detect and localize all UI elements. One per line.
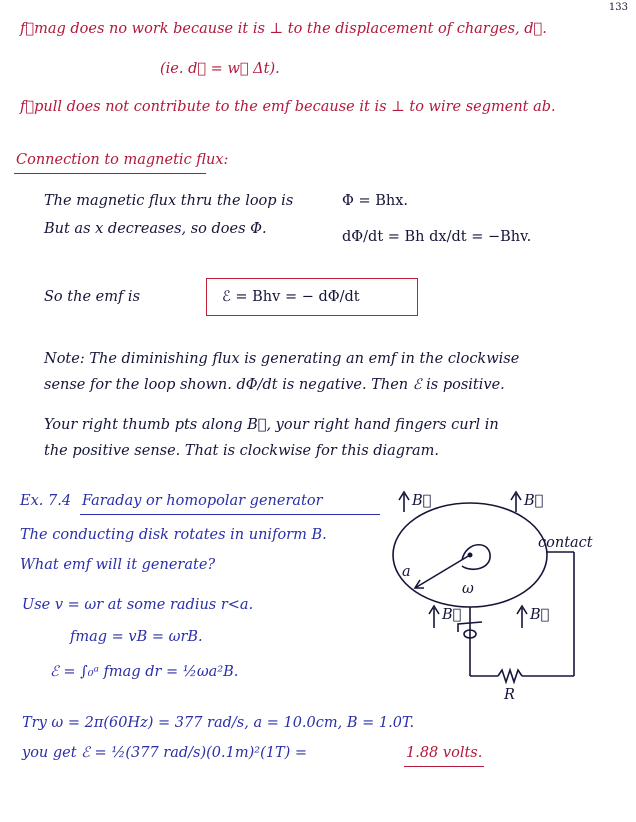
intro-line-3: f⃗pull does not contribute to the emf because it is ⊥ to wire segment ab. <box>20 99 556 115</box>
derivative-equation: dΦ/dt = Bh dx/dt = −Bhv. <box>342 229 532 245</box>
resistor-label: R <box>504 687 515 703</box>
omega-label: ω <box>462 581 474 597</box>
b-label-4: B⃗ <box>530 607 550 623</box>
try-line: Try ω = 2π(60Hz) = 377 rad/s, a = 10.0cm, B = 1.0T. <box>22 715 415 731</box>
intro-line-2: (ie. d⃗ = w⃗ Δt). <box>160 61 280 77</box>
note-line-3: Your right thumb pts along B⃗, your right hand fingers curl in <box>44 417 499 433</box>
b-label-2: B⃗ <box>524 493 544 509</box>
emf-text: So the emf is <box>44 289 141 305</box>
flux-text: The magnetic flux thru the loop is <box>44 193 294 209</box>
section-heading: Connection to magnetic flux: <box>16 152 229 168</box>
decrease-text: But as x decreases, so does Φ. <box>44 221 267 237</box>
result-prefix: you get ℰ = ½(377 rad/s)(0.1m)²(1T) = <box>22 745 308 761</box>
example-title-prefix: Ex. 7.4 <box>20 493 72 509</box>
contact-label: contact <box>538 535 593 551</box>
note-line-2: sense for the loop shown. dΦ/dt is negative. Then ℰ is positive. <box>44 377 505 393</box>
use-line: Use v = ωr at some radius r<a. <box>22 597 254 613</box>
note-line-1: Note: The diminishing flux is generating an emf in the clockwise <box>44 351 520 367</box>
emf-equation: ℰ = Bhv = − dΦ/dt <box>222 289 360 305</box>
disk-center <box>468 553 473 558</box>
intro-line-1: f⃗mag does no work because it is ⊥ to the displacement of charges, d⃗. <box>20 21 547 37</box>
page-number: 133 <box>608 2 628 13</box>
example-title-link: Faraday or homopolar generator <box>82 493 323 509</box>
example-line-2: The conducting disk rotates in uniform B. <box>20 527 327 543</box>
emf-integral-line: ℰ = ∫₀ᵃ fmag dr = ½ωa²B. <box>50 664 239 680</box>
radius-label: a <box>402 564 411 580</box>
resistor <box>498 670 522 682</box>
example-line-3: What emf will it generate? <box>20 557 216 573</box>
fmag-line: fmag = vB = ωrB. <box>70 629 203 645</box>
b-label-3: B⃗ <box>442 607 462 623</box>
note-line-4: the positive sense. That is clockwise for this diagram. <box>44 443 440 459</box>
result-value: 1.88 volts. <box>406 745 483 761</box>
b-label-1: B⃗ <box>412 493 432 509</box>
flux-equation: Φ = Bhx. <box>342 193 409 209</box>
